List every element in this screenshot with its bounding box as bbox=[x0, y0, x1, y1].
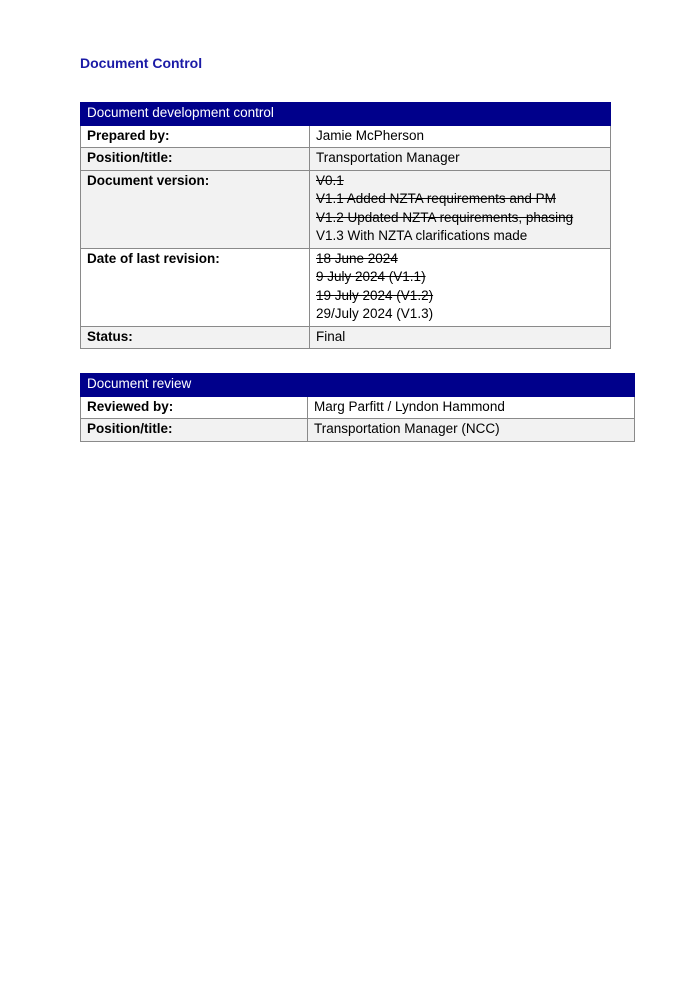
document-review-table bbox=[80, 373, 635, 442]
table-header-row bbox=[81, 103, 611, 126]
reviewed-by-value: Marg Parfitt / Lyndon Hammond bbox=[308, 396, 635, 419]
prepared-by-label: Prepared by: bbox=[81, 125, 310, 148]
version-entry: V0.1 bbox=[316, 172, 344, 188]
position-title-value: Transportation Manager (NCC) bbox=[308, 419, 635, 442]
table-row bbox=[81, 170, 611, 248]
position-title-value: Transportation Manager bbox=[310, 148, 611, 171]
table-row bbox=[81, 148, 611, 171]
document-development-control-table bbox=[80, 102, 611, 349]
table-row bbox=[81, 396, 635, 419]
revision-entry: 18 June 2024 bbox=[316, 250, 398, 266]
document-version-value bbox=[310, 170, 611, 248]
table-header: Document development control bbox=[81, 103, 611, 126]
page-title: Document Control bbox=[80, 55, 203, 71]
table-row bbox=[81, 125, 611, 148]
reviewed-by-label: Reviewed by: bbox=[81, 396, 308, 419]
table-row bbox=[81, 326, 611, 349]
table-row bbox=[81, 419, 635, 442]
version-entry-current: V1.3 With NZTA clarifications made bbox=[316, 228, 528, 243]
revision-entry: 9 July 2024 (V1.1) bbox=[316, 269, 426, 284]
document-version-label: Document version: bbox=[81, 170, 310, 248]
revision-entry: 19 July 2024 (V1.2) bbox=[316, 287, 434, 303]
status-value: Final bbox=[310, 326, 611, 349]
version-entry: V1.1 Added NZTA requirements and PM bbox=[316, 191, 556, 206]
position-title-label: Position/title: bbox=[81, 148, 310, 171]
table-row bbox=[81, 248, 611, 326]
table-header: Document review bbox=[81, 374, 635, 397]
date-of-last-revision-value bbox=[310, 248, 611, 326]
position-title-label: Position/title: bbox=[81, 419, 308, 442]
version-entry: V1.2 Updated NZTA requirements, phasing bbox=[316, 209, 574, 225]
revision-entry-current: 29/July 2024 (V1.3) bbox=[316, 306, 434, 321]
status-label: Status: bbox=[81, 326, 310, 349]
table-header-row bbox=[81, 374, 635, 397]
prepared-by-value: Jamie McPherson bbox=[310, 125, 611, 148]
date-of-last-revision-label: Date of last revision: bbox=[81, 248, 310, 326]
